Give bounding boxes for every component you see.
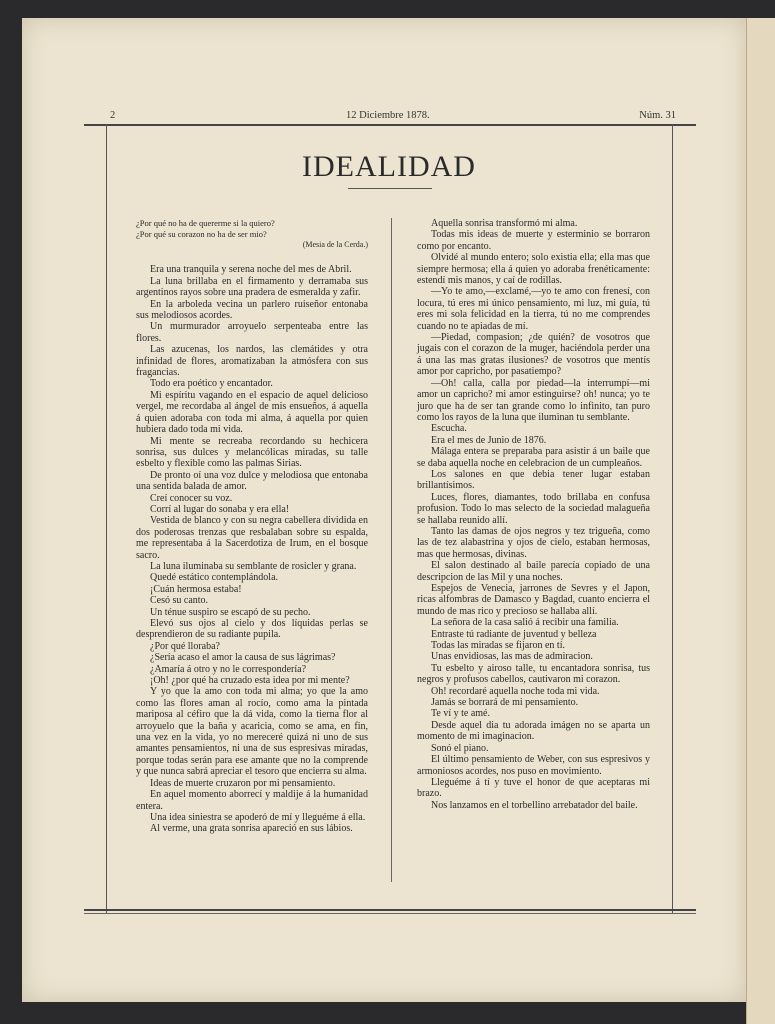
paragraph: Luces, flores, diamantes, todo brillaba en confusa profusion. Todo lo mas selecto de la sociedad malagueña se hallaba reunido allí. — [417, 491, 650, 526]
paragraph: ¿Por qué lloraba? — [150, 640, 220, 652]
paragraph: Ideas de muerte cruzaron por mi pensamiento. — [150, 777, 336, 789]
paragraph: Elevó sus ojos al cielo y dos líquidas perlas se desprendieron de su radiante pupila. — [136, 618, 368, 641]
paragraph: Olvidé al mundo entero; solo existia ella; ella mas que siempre hermosa; ella á quien yo adoraba frenéticamente: estendí mis manos, y caí de rodillas. — [417, 252, 650, 287]
paragraph: La luna brillaba en el firmamento y derramaba sus argentinos rayos sobre una pradera de esmeralda y zafir. — [136, 275, 368, 299]
frame-left-rule — [106, 124, 107, 913]
paragraph: Vestida de blanco y con su negra cabellera dividida en dos poderosas trenzas que resbalaban sobre su espalda, me representaba á la Sacerdotiza de Irum, en el bosque sacro. — [136, 515, 368, 561]
footer-rule-thin — [84, 913, 696, 914]
paragraph: Tanto las damas de ojos negros y tez trigueña, como las de tez alabastrina y ojos de cielo, estaban hermosas, mas que hermosas, divinas. — [417, 525, 650, 560]
epigraph-author: (Mesia de la Cerda.) — [302, 240, 368, 249]
paragraph: El salon destinado al baile parecía copiado de una descripcion de las Mil y una noches. — [417, 560, 650, 583]
issue-number: Núm. 31 — [639, 110, 676, 121]
frame-right-rule — [672, 124, 673, 913]
paragraph: Un murmurador arroyuelo serpenteaba entre las flores. — [136, 321, 368, 344]
paragraph: Espejos de Venecia, jarrones de Sevres y el Japon, ricas alfombras de Damasco y Bagdad, cuanto encierra el mundo de mas rico y precioso se hallaba allí. — [417, 583, 650, 617]
article-title: IDEALIDAD — [302, 150, 476, 183]
paragraph: —Yo te amo,—exclamé,—yo te amo con frenesí, con locura, tú eres mi único pensamiento, mi luz, mi guía, tú eres mi sola felicidad en la tierra, tú no me comprendes cuando no te apiadas de mí. — [417, 286, 650, 332]
paragraph: —Oh! calla, calla por piedad—la interrumpí—mi amor un capricho? mi amor estinguirse? oh! nunca; yo te juro que ha de ser tan grande como lo infinito, tan puro como los rayos de la luna que iluminan tu semblante. — [417, 377, 650, 423]
title-underline — [348, 188, 432, 189]
paragraph: Un ténue suspiro se escapó de su pecho. — [150, 606, 311, 618]
paragraph: Quedé estático contemplándola. — [150, 572, 279, 584]
paragraph: —Piedad, compasion; ¿de quién? de vosotros que jugais con el corazon de la muger, haciéndola perder una á una las mas gratas ilusiones? de vosotros que mentís amor por capricho, por pasatiempo? — [417, 332, 650, 378]
paragraph: Una idea siniestra se apoderó de mí y lleguéme á ella. — [150, 811, 366, 823]
paragraph: Era una tranquila y serena noche del mes de Abril. — [150, 264, 352, 276]
paragraph: En aquel momento aborrecí y maldije á la humanidad entera. — [136, 789, 368, 812]
paragraph: ¿Amaría á otro y no le correspondería? — [150, 663, 307, 675]
paragraph: Sonó el piano. — [431, 742, 489, 754]
paragraph: Desde aquel dia tu adorada imágen no se aparta un momento de mi imaginacion. — [417, 719, 650, 743]
page-header — [84, 104, 696, 126]
left-paragraphs — [136, 264, 368, 834]
paragraph: Unas envidiosas, las mas de admiracion. — [431, 651, 593, 663]
paragraph: Nos lanzamos en el torbellino arrebatador del baile. — [431, 799, 638, 811]
paragraph: Y yo que la amo con toda mi alma; yo que la amo como las flores aman al rocío, como ama la pintada mariposa al céfiro que la dá vida, como la tierna flor al arroyuelo que la baña y acaricia, como se ama, en fin, una vez en la vida, yo no mereceré quizá ni uno de sus amantes pensamientos, ni una de sus espresivas miradas, porque todas serán para ese amante que no la comprende y que nunca sabrá apreciar el tesoro que encierra su alma. — [136, 686, 368, 778]
next-page-edge — [746, 18, 775, 1024]
paragraph: Oh! recordaré aquella noche toda mi vida. — [431, 685, 600, 697]
paragraph: Entraste tú radiante de juventud y belleza — [431, 628, 597, 640]
paragraph: Te ví y te amé. — [431, 708, 490, 720]
column-divider — [391, 218, 392, 882]
paragraph: Las azucenas, los nardos, las clemátides y otra infinidad de flores, aromatizaban la atmósfera con sus fragancias. — [136, 344, 368, 379]
epigraph-line: ¿Por qué su corazon no ha de ser mio? — [136, 228, 267, 239]
footer-rule — [84, 909, 696, 911]
paragraph: Mi mente se recreaba recordando su hechicera sonrisa, sus dulces y melancólicas miradas, su talle esbelto y flexible como las palmas Sirias. — [136, 435, 368, 470]
paragraph: De pronto oí una voz dulce y melodiosa que entonaba una sentida balada de amor. — [136, 469, 368, 493]
paragraph: ¡Oh! ¿por qué ha cruzado esta idea por mi mente? — [150, 675, 350, 687]
paragraph: Era el mes de Junio de 1876. — [431, 434, 547, 446]
epigraph-line: ¿Por qué no ha de quererme si la quiero? — [136, 218, 275, 228]
paragraph: Corrí al lugar do sonaba y era ella! — [150, 503, 290, 515]
paragraph: Mi espíritu vagando en el espacio de aquel delicioso vergel, me recordaba al ángel de mis ensueños, á aquella á quien adoraba con toda mi alma, á aquella por quien hubiera dado toda mi vida. — [136, 389, 368, 436]
paragraph: Todas mis ideas de muerte y esterminio se borraron como por encanto. — [417, 229, 650, 252]
paragraph: En la arboleda vecina un parlero ruiseñor entonaba sus melodiosos acordes. — [136, 298, 368, 322]
paragraph: La luna iluminaba su semblante de rosicler y grana. — [150, 560, 357, 572]
paragraph: Escucha. — [431, 423, 467, 435]
paragraph: Jamás se borrará de mi pensamiento. — [431, 697, 579, 709]
paragraph: Aquella sonrisa transformó mi alma. — [431, 218, 578, 229]
issue-date: 12 Diciembre 1878. — [346, 110, 430, 121]
paragraph: Lleguéme á tí y tuve el honor de que aceptaras mi brazo. — [417, 776, 650, 800]
paragraph: ¿Sería acaso el amor la causa de sus lágrimas? — [150, 652, 336, 664]
right-paragraphs — [417, 218, 650, 811]
paragraph: Tu esbelto y airoso talle, tu encantadora sonrisa, tus negros y profusos cabellos, cautivaron mi corazon. — [417, 662, 650, 686]
paragraph: Al verme, una grata sonrisa apareció en sus lábios. — [150, 823, 353, 835]
paragraph: El último pensamiento de Weber, con sus espresivos y armoniosos acordes, nos puso en movimiento. — [417, 754, 650, 777]
paragraph: Cesó su canto. — [150, 595, 209, 607]
paragraph: Todo era poético y encantador. — [150, 378, 273, 390]
paragraph: La señora de la casa salió á recibir una familia. — [431, 617, 619, 629]
paragraph: Málaga entera se preparaba para asistir á un baile que se daba aquella noche en celebracion de un cumpleaños. — [417, 446, 650, 469]
right-column — [417, 218, 650, 811]
paragraph: ¡Cuán hermosa estaba! — [150, 583, 242, 595]
paragraph: Todas las miradas se fijaron en tí. — [431, 640, 565, 652]
paragraph: Los salones en que debia tener lugar estaban brillantísimos. — [417, 468, 650, 492]
page-number: 2 — [110, 110, 116, 121]
left-column — [136, 218, 368, 835]
paragraph: Creí conocer su voz. — [150, 492, 233, 504]
header-rule — [84, 124, 696, 126]
